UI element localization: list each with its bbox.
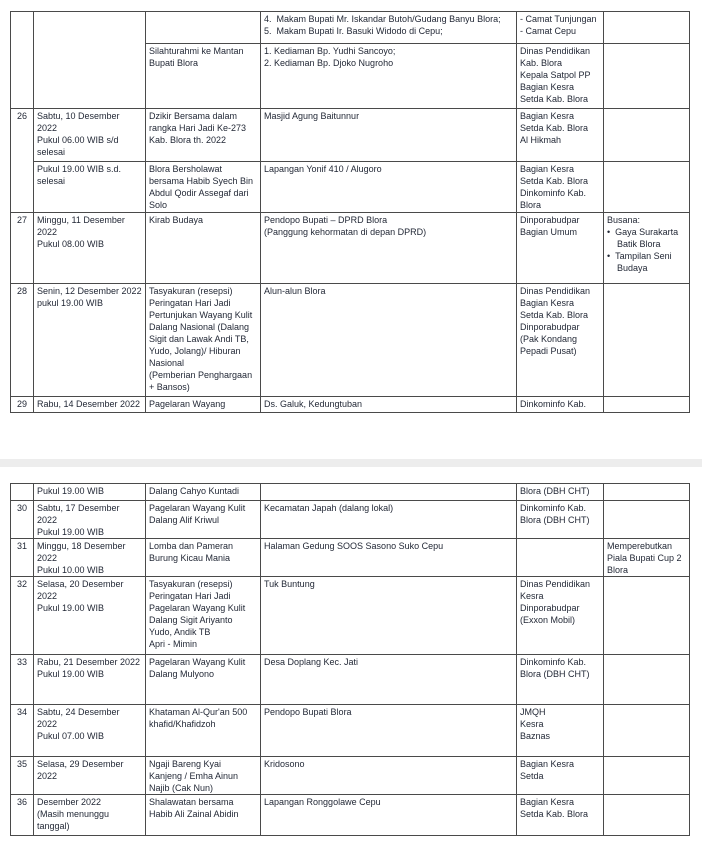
cell-line: (Panggung kehormatan di depan DPRD) bbox=[264, 227, 427, 237]
cell-organizer bbox=[517, 44, 604, 109]
cell-activity bbox=[146, 501, 261, 539]
cell-line: Silahturahmi ke Mantan bbox=[149, 46, 244, 56]
cell-line: Dzikir Bersama dalam bbox=[149, 111, 238, 121]
cell-organizer bbox=[517, 577, 604, 655]
cell-line: Bagian Kesra bbox=[520, 164, 575, 174]
table-row bbox=[11, 795, 690, 836]
cell-date bbox=[34, 12, 146, 109]
cell-line: Desa Doplang Kec. Jati bbox=[264, 657, 359, 667]
cell-line: Alun-alun Blora bbox=[264, 286, 326, 296]
cell-line: Baznas bbox=[520, 731, 551, 741]
cell-line: Lapangan Ronggolawe Cepu bbox=[264, 797, 381, 807]
cell-notes bbox=[604, 501, 690, 539]
cell-line: Memperebutkan bbox=[607, 541, 673, 551]
cell-line: 28 bbox=[16, 286, 27, 296]
cell-line: Kesra bbox=[520, 719, 544, 729]
cell-line: Piala Bupati Cup 2 bbox=[607, 553, 682, 563]
cell-line: (Pemberian Penghargaan bbox=[149, 370, 253, 380]
cell-no bbox=[11, 213, 34, 284]
cell-notes bbox=[604, 484, 690, 501]
cell-line: Pertunjukan Wayang Kulit bbox=[149, 310, 253, 320]
cell-line: Bagian Kesra bbox=[520, 82, 575, 92]
cell-line: Pukul 07.00 WIB bbox=[37, 731, 105, 741]
cell-line: 2022 bbox=[37, 771, 58, 781]
cell-line: Blora bbox=[520, 200, 542, 210]
cell-line: Pagelaran Wayang bbox=[149, 399, 226, 409]
cell-no bbox=[11, 501, 34, 539]
cell-organizer bbox=[517, 397, 604, 413]
cell-location bbox=[261, 12, 517, 44]
cell-date bbox=[34, 501, 146, 539]
cell-activity bbox=[146, 484, 261, 501]
table-row bbox=[11, 501, 690, 539]
cell-line: pukul 19.00 WIB bbox=[37, 298, 104, 308]
cell-date bbox=[34, 109, 146, 162]
cell-date bbox=[34, 484, 146, 501]
cell-line: Sabtu, 24 Desember bbox=[37, 707, 120, 717]
cell-line: 30 bbox=[16, 503, 27, 513]
cell-line: Najib (Cak Nun) bbox=[149, 783, 214, 793]
cell-line: Minggu, 18 Desember bbox=[37, 541, 126, 551]
cell-line: • Tampilan Seni bbox=[607, 251, 672, 261]
cell-no bbox=[11, 655, 34, 705]
cell-date bbox=[34, 213, 146, 284]
cell-activity bbox=[146, 12, 261, 44]
cell-line: 33 bbox=[16, 657, 27, 667]
cell-notes bbox=[604, 109, 690, 162]
cell-activity bbox=[146, 109, 261, 162]
cell-line: Dalang Nasional (Dalang bbox=[149, 322, 250, 332]
cell-organizer bbox=[517, 655, 604, 705]
cell-line: rangka Hari Jadi Ke-273 bbox=[149, 123, 247, 133]
cell-line: Pukul 19.00 WIB s.d. bbox=[37, 164, 122, 174]
cell-line: Sigit dan Lawak Andi TB, bbox=[149, 334, 249, 344]
cell-notes bbox=[604, 284, 690, 397]
cell-line: 2022 bbox=[37, 227, 58, 237]
cell-organizer bbox=[517, 484, 604, 501]
cell-line: 26 bbox=[16, 111, 27, 121]
cell-line: Kirab Budaya bbox=[149, 215, 204, 225]
page-separator bbox=[0, 459, 702, 467]
cell-no bbox=[11, 397, 34, 413]
cell-line: selesai bbox=[37, 147, 66, 157]
cell-line: (Exxon Mobil) bbox=[520, 615, 576, 625]
cell-date bbox=[34, 655, 146, 705]
cell-line: Minggu, 11 Desember bbox=[37, 215, 125, 225]
cell-line: khafid/Khafidzoh bbox=[149, 719, 216, 729]
cell-no bbox=[11, 109, 34, 213]
table-row bbox=[11, 539, 690, 577]
cell-line: 5. Makam Bupati Ir. Basuki Widodo di Cepu; bbox=[264, 26, 443, 36]
cell-line: Dinas Pendidikan bbox=[520, 286, 591, 296]
cell-line: Blora (DBH CHT) bbox=[520, 669, 590, 679]
cell-notes bbox=[604, 539, 690, 577]
cell-line: 2022 bbox=[37, 719, 58, 729]
cell-organizer bbox=[517, 12, 604, 44]
table-row bbox=[11, 705, 690, 757]
cell-organizer bbox=[517, 501, 604, 539]
cell-line: Pagelaran Wayang Kulit bbox=[149, 603, 246, 613]
cell-notes bbox=[604, 397, 690, 413]
cell-line: Dinporabudpar bbox=[520, 215, 580, 225]
cell-activity bbox=[146, 284, 261, 397]
cell-line: 4. Makam Bupati Mr. Iskandar Butoh/Gudang Banyu Blora; bbox=[264, 14, 501, 24]
cell-line: Solo bbox=[149, 200, 168, 210]
cell-location bbox=[261, 539, 517, 577]
cell-line: Pukul 19.00 WIB bbox=[37, 669, 105, 679]
cell-line: Tasyakuran (resepsi) bbox=[149, 286, 233, 296]
cell-line: Dalang Sigit Ariyanto bbox=[149, 615, 233, 625]
cell-line: Habib Ali Zainal Abidin bbox=[149, 809, 239, 819]
cell-activity bbox=[146, 757, 261, 795]
cell-organizer bbox=[517, 705, 604, 757]
cell-line: Rabu, 14 Desember 2022 bbox=[37, 399, 141, 409]
cell-line: JMQH bbox=[520, 707, 546, 717]
cell-location bbox=[261, 213, 517, 284]
cell-line: Al Hikmah bbox=[520, 135, 562, 145]
cell-date bbox=[34, 397, 146, 413]
cell-notes bbox=[604, 795, 690, 836]
cell-line: Desember 2022 bbox=[37, 797, 102, 807]
cell-line: Pukul 19.00 WIB bbox=[37, 527, 105, 537]
cell-line: 2022 bbox=[37, 123, 58, 133]
cell-location bbox=[261, 577, 517, 655]
cell-line: Pukul 06.00 WIB s/d bbox=[37, 135, 119, 145]
cell-line: Yudo, Andik TB bbox=[149, 627, 211, 637]
cell-location bbox=[261, 44, 517, 109]
cell-line: + Bansos) bbox=[149, 382, 190, 392]
cell-line: Dinkominfo Kab. bbox=[520, 503, 587, 513]
cell-line: Lomba dan Pameran bbox=[149, 541, 234, 551]
cell-activity bbox=[146, 577, 261, 655]
cell-line: Dalang Alif Kriwul bbox=[149, 515, 220, 525]
cell-line: Dinkominfo Kab. bbox=[520, 188, 587, 198]
cell-location bbox=[261, 109, 517, 162]
schedule-table-page-1 bbox=[10, 11, 690, 413]
cell-line: Batik Blora bbox=[607, 239, 661, 249]
table-row bbox=[11, 109, 690, 162]
cell-line: Kepala Satpol PP bbox=[520, 70, 591, 80]
cell-notes bbox=[604, 655, 690, 705]
cell-line: Apri - Mimin bbox=[149, 639, 198, 649]
cell-activity bbox=[146, 44, 261, 109]
cell-line: Bagian Kesra bbox=[520, 797, 575, 807]
schedule-table-page-2 bbox=[10, 483, 690, 836]
cell-activity bbox=[146, 539, 261, 577]
cell-line: 27 bbox=[16, 215, 27, 225]
cell-line: Kab. Blora bbox=[520, 58, 563, 68]
cell-line: Selasa, 29 Desember bbox=[37, 759, 124, 769]
cell-activity bbox=[146, 213, 261, 284]
cell-line: Bagian Kesra bbox=[520, 298, 575, 308]
cell-organizer bbox=[517, 795, 604, 836]
cell-line: Lapangan Yonif 410 / Alugoro bbox=[264, 164, 382, 174]
cell-line: Tasyakuran (resepsi) bbox=[149, 579, 233, 589]
cell-line: Dalang Mulyono bbox=[149, 669, 215, 679]
cell-organizer bbox=[517, 109, 604, 162]
cell-notes bbox=[604, 577, 690, 655]
cell-line: - Camat Tunjungan bbox=[520, 14, 597, 24]
cell-notes bbox=[604, 162, 690, 213]
cell-line: 32 bbox=[16, 579, 27, 589]
cell-line: Dinas Pendidikan bbox=[520, 46, 591, 56]
cell-location bbox=[261, 705, 517, 757]
cell-activity bbox=[146, 397, 261, 413]
cell-line: Dinkominfo Kab. bbox=[520, 399, 587, 409]
cell-organizer bbox=[517, 213, 604, 284]
cell-date bbox=[34, 162, 146, 213]
cell-line: Pagelaran Wayang Kulit bbox=[149, 503, 246, 513]
table-row bbox=[11, 284, 690, 397]
cell-line: Abdul Qodir Assegaf dari bbox=[149, 188, 249, 198]
cell-line: Busana: bbox=[607, 215, 641, 225]
cell-line: - Camat Cepu bbox=[520, 26, 577, 36]
cell-line: Halaman Gedung SOOS Sasono Suko Cepu bbox=[264, 541, 444, 551]
cell-notes bbox=[604, 44, 690, 109]
cell-line: Setda Kab. Blora bbox=[520, 94, 589, 104]
cell-line: Dinporabudpar bbox=[520, 322, 580, 332]
cell-line: Dinkominfo Kab. bbox=[520, 657, 587, 667]
cell-line: Ngaji Bareng Kyai bbox=[149, 759, 222, 769]
cell-line: Setda bbox=[520, 771, 544, 781]
cell-location bbox=[261, 284, 517, 397]
cell-organizer bbox=[517, 539, 604, 577]
cell-line: Bupati Blora bbox=[149, 58, 199, 68]
table-row bbox=[11, 577, 690, 655]
table-row bbox=[11, 484, 690, 501]
cell-no bbox=[11, 577, 34, 655]
table-row bbox=[11, 162, 690, 213]
cell-line: Sabtu, 17 Desember bbox=[37, 503, 120, 513]
cell-line: 1. Kediaman Bp. Yudhi Sancoyo; bbox=[264, 46, 396, 56]
cell-notes bbox=[604, 705, 690, 757]
cell-line: Setda Kab. Blora bbox=[520, 310, 589, 320]
cell-line: bersama Habib Syech Bin bbox=[149, 176, 254, 186]
cell-line: Sabtu, 10 Desember bbox=[37, 111, 120, 121]
cell-line: Setda Kab. Blora bbox=[520, 809, 589, 819]
cell-line: Blora (DBH CHT) bbox=[520, 486, 590, 496]
cell-line: Peringatan Hari Jadi bbox=[149, 298, 231, 308]
cell-line: Kanjeng / Emha Ainun bbox=[149, 771, 239, 781]
cell-notes bbox=[604, 213, 690, 284]
cell-location bbox=[261, 397, 517, 413]
cell-line: Bagian Kesra bbox=[520, 111, 575, 121]
cell-line: Pendopo Bupati – DPRD Blora bbox=[264, 215, 388, 225]
cell-location bbox=[261, 501, 517, 539]
table-row bbox=[11, 655, 690, 705]
cell-line: Pukul 19.00 WIB bbox=[37, 603, 105, 613]
cell-line: Khataman Al-Qur'an 500 bbox=[149, 707, 248, 717]
cell-line: Burung Kicau Mania bbox=[149, 553, 231, 563]
cell-line: (Pak Kondang bbox=[520, 334, 578, 344]
table-row bbox=[11, 213, 690, 284]
cell-line: (Masih menunggu bbox=[37, 809, 110, 819]
cell-line: Peringatan Hari Jadi bbox=[149, 591, 231, 601]
cell-line: • Gaya Surakarta bbox=[607, 227, 679, 237]
cell-location bbox=[261, 484, 517, 501]
cell-line: Blora (DBH CHT) bbox=[520, 515, 590, 525]
cell-line: Masjid Agung Baitunnur bbox=[264, 111, 360, 121]
cell-line: Tuk Buntung bbox=[264, 579, 315, 589]
cell-line: tanggal) bbox=[37, 821, 70, 831]
cell-organizer bbox=[517, 162, 604, 213]
cell-line: 2. Kediaman Bp. Djoko Nugroho bbox=[264, 58, 394, 68]
cell-activity bbox=[146, 795, 261, 836]
cell-line: Shalawatan bersama bbox=[149, 797, 234, 807]
cell-line: Kab. Blora th. 2022 bbox=[149, 135, 227, 145]
cell-line: Dalang Cahyo Kuntadi bbox=[149, 486, 240, 496]
cell-line: Pagelaran Wayang Kulit bbox=[149, 657, 246, 667]
cell-location bbox=[261, 655, 517, 705]
cell-date bbox=[34, 705, 146, 757]
cell-line: Kridosono bbox=[264, 759, 305, 769]
cell-location bbox=[261, 162, 517, 213]
cell-activity bbox=[146, 655, 261, 705]
cell-line: 2022 bbox=[37, 515, 58, 525]
table-row bbox=[11, 757, 690, 795]
cell-notes bbox=[604, 757, 690, 795]
cell-date bbox=[34, 795, 146, 836]
cell-line: Dinporabudpar bbox=[520, 603, 580, 613]
cell-line: 2022 bbox=[37, 591, 58, 601]
cell-no bbox=[11, 12, 34, 109]
cell-line: Blora Bersholawat bbox=[149, 164, 223, 174]
cell-line: Pepadi Pusat) bbox=[520, 346, 577, 356]
cell-organizer bbox=[517, 284, 604, 397]
cell-line: Nasional bbox=[149, 358, 185, 368]
cell-line: Kecamatan Japah (dalang lokal) bbox=[264, 503, 394, 513]
cell-date bbox=[34, 539, 146, 577]
cell-line: Pukul 08.00 WIB bbox=[37, 239, 105, 249]
cell-line: Pukul 10.00 WIB bbox=[37, 565, 105, 575]
cell-line: 2022 bbox=[37, 553, 58, 563]
cell-line: 31 bbox=[16, 541, 27, 551]
cell-line: Bagian Kesra bbox=[520, 759, 575, 769]
table-row bbox=[11, 12, 690, 44]
cell-no bbox=[11, 705, 34, 757]
table-row bbox=[11, 397, 690, 413]
cell-line: Pukul 19.00 WIB bbox=[37, 486, 105, 496]
cell-no bbox=[11, 757, 34, 795]
cell-line: Dinas Pendidikan bbox=[520, 579, 591, 589]
cell-activity bbox=[146, 162, 261, 213]
cell-date bbox=[34, 284, 146, 397]
cell-line: selesai bbox=[37, 176, 66, 186]
cell-activity bbox=[146, 705, 261, 757]
cell-line: Yudo, Jolang)/ Hiburan bbox=[149, 346, 241, 356]
cell-line: Budaya bbox=[607, 263, 648, 273]
cell-line: Setda Kab. Blora bbox=[520, 123, 589, 133]
cell-line: Blora bbox=[607, 565, 629, 575]
cell-line: Ds. Galuk, Kedungtuban bbox=[264, 399, 363, 409]
cell-line: 29 bbox=[16, 399, 27, 409]
cell-line: Pendopo Bupati Blora bbox=[264, 707, 352, 717]
cell-location bbox=[261, 795, 517, 836]
cell-date bbox=[34, 757, 146, 795]
cell-line: Rabu, 21 Desember 2022 bbox=[37, 657, 141, 667]
cell-line: 36 bbox=[16, 797, 27, 807]
cell-no bbox=[11, 795, 34, 836]
cell-line: Setda Kab. Blora bbox=[520, 176, 589, 186]
cell-line: 35 bbox=[16, 759, 27, 769]
cell-line: Selasa, 20 Desember bbox=[37, 579, 124, 589]
cell-line: 34 bbox=[16, 707, 27, 717]
cell-line: Senin, 12 Desember 2022 bbox=[37, 286, 142, 296]
cell-line: Bagian Umum bbox=[520, 227, 578, 237]
cell-organizer bbox=[517, 757, 604, 795]
cell-location bbox=[261, 757, 517, 795]
cell-date bbox=[34, 577, 146, 655]
cell-no bbox=[11, 539, 34, 577]
cell-no bbox=[11, 284, 34, 397]
cell-line: Kesra bbox=[520, 591, 544, 601]
cell-notes bbox=[604, 12, 690, 44]
cell-no bbox=[11, 484, 34, 501]
